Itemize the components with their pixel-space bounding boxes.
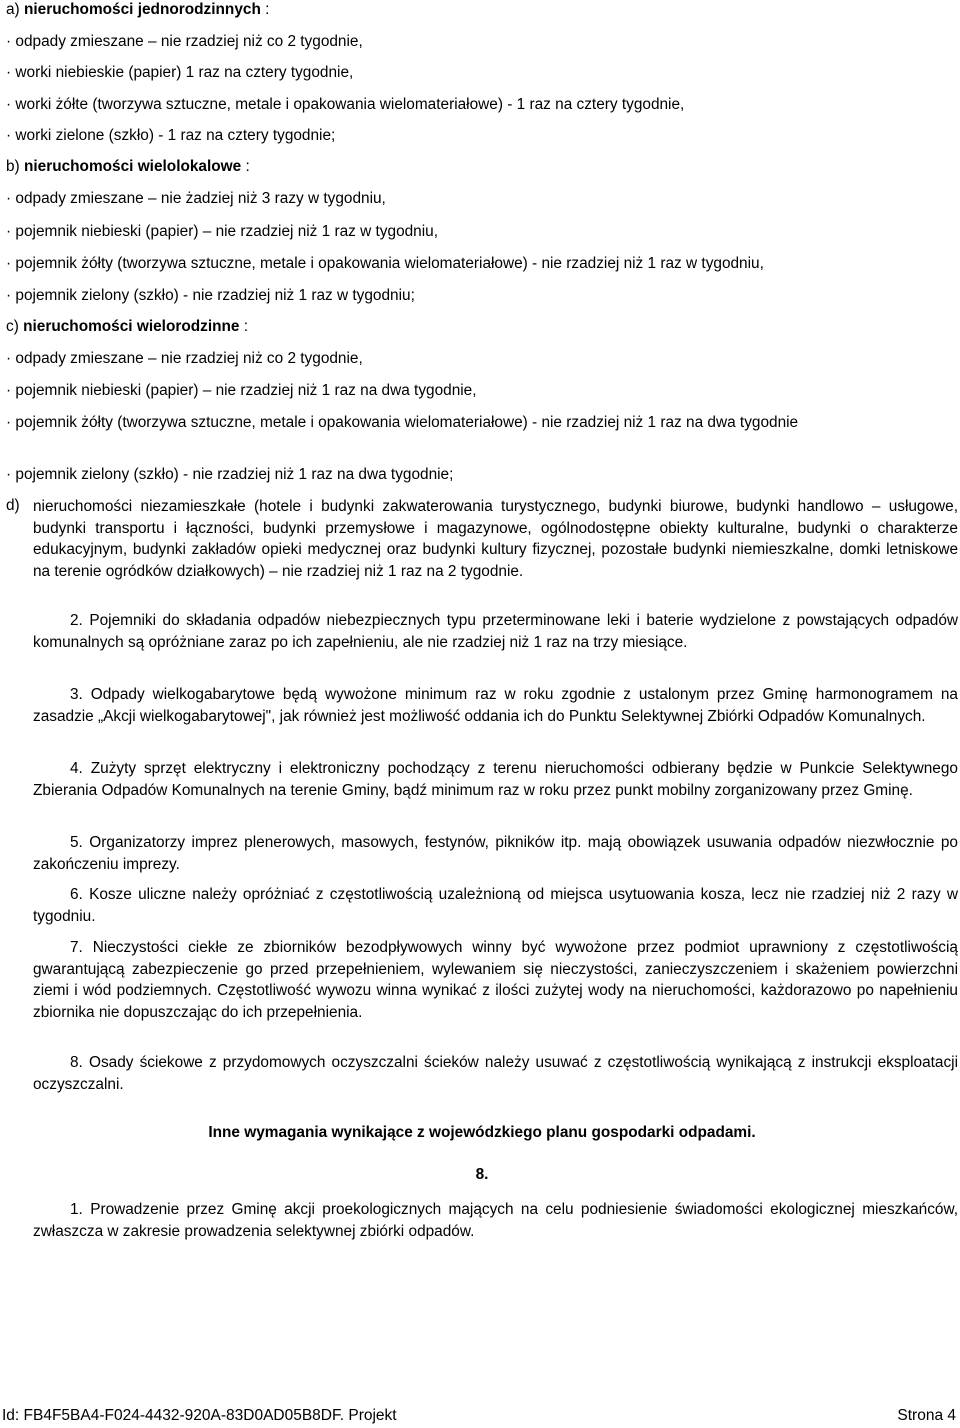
paragraph-number: 5. — [70, 834, 83, 851]
numbered-paragraph — [33, 832, 958, 875]
list-item: · pojemnik zielony (szkło) - nie rzadziej niż 1 raz w tygodniu; — [6, 287, 415, 304]
section-number: 8. — [475, 1166, 489, 1183]
numbered-paragraph — [33, 937, 958, 1023]
section-suffix: : — [239, 318, 249, 335]
paragraph-number: 6. — [70, 886, 83, 903]
section-suffix: : — [241, 158, 250, 175]
list-item: · odpady zmieszane – nie rzadziej niż co 2 tygodnie, — [6, 350, 363, 367]
section-c-heading — [6, 317, 958, 337]
paragraph-text: Pojemniki do składania odpadów niebezpiecznych typu przeterminowane leki i baterie wydzielone z powstających odpadów komunalnych są opróżniane zaraz po ich zapełnieniu, ale nie rzadziej niż 1 raz na trzy miesiące. — [33, 612, 958, 651]
numbered-paragraph — [33, 884, 958, 927]
section-b-heading — [6, 157, 958, 177]
list-item: · worki żółte (tworzywa sztuczne, metale i opakowania wielomateriałowe) - 1 raz na cztery tygodnie, — [6, 96, 685, 113]
list-item: · pojemnik zielony (szkło) - nie rzadziej niż 1 raz na dwa tygodnie; — [6, 466, 454, 483]
section-suffix: : — [260, 1, 270, 18]
paragraph-text: Organizatorzy imprez plenerowych, masowych, festynów, pikników itp. mają obowiązek usuwania odpadów niezwłocznie po zakończeniu imprezy. — [33, 834, 958, 873]
paragraph-number: 2. — [70, 612, 83, 629]
section-d-label: d) — [6, 497, 20, 514]
paragraph-text: Kosze uliczne należy opróżniać z częstotliwością uzależnioną od miejsca usytuowania kosza, lecz nie rzadziej niż 2 razy w tygodniu. — [33, 886, 958, 925]
paragraph-text: Nieczystości ciekłe ze zbiorników bezodpływowych winny być wywożone przez podmiot uprawniony z częstotliwością gwarantującą zabezpieczenie go przed przepełnieniem, wylewaniem się nieczystości, zanieczyszczeniem i skażeniem powierzchni ziemi i wód podziemnych. Częstotliwość wywozu winna wynikać z ilości zużytej wody na nieruchomości, każdorazowo po napełnieniu zbiornika nie dopuszczając do ich przepełnienia. — [33, 939, 958, 1021]
numbered-paragraph — [33, 684, 958, 727]
page-number: Strona 4 — [897, 1407, 956, 1424]
section-label: b) — [6, 158, 20, 175]
paragraph-number: 3. — [70, 686, 83, 703]
list-item: · pojemnik żółty (tworzywa sztuczne, metale i opakowania wielomateriałowe) - nie rzadziej niż 1 raz w tygodniu, — [6, 255, 764, 272]
paragraph-number: 1. — [70, 1201, 83, 1218]
section-label: c) — [6, 318, 19, 335]
section-a-heading — [6, 0, 958, 20]
list-item: · worki zielone (szkło) - 1 raz na cztery tygodnie; — [6, 127, 336, 144]
section-title: nieruchomości jednorodzinnych — [23, 1, 261, 18]
paragraph-text: Zużyty sprzęt elektryczny i elektroniczny pochodzący z terenu nieruchomości odbierany będzie w Punkcie Selektywnego Zbierania Odpadów Komunalnych na terenie Gminy, bądź minimum raz w roku przez punkt mobilny zorganizowany przez Gminę. — [33, 760, 958, 799]
numbered-paragraph — [33, 610, 958, 653]
list-item: · worki niebieskie (papier) 1 raz na cztery tygodnie, — [6, 64, 354, 81]
paragraph-number: 7. — [70, 939, 83, 956]
paragraph-number: 8. — [70, 1054, 83, 1071]
document-id: Id: FB4F5BA4-F024-4432-920A-83D0AD05B8DF. Projekt — [2, 1407, 397, 1424]
numbered-paragraph — [33, 1052, 958, 1095]
section-heading: Inne wymagania wynikające z wojewódzkiego planu gospodarki odpadami. — [208, 1124, 756, 1141]
section-title: nieruchomości wielorodzinne — [23, 318, 240, 335]
list-item: · odpady zmieszane – nie żadziej niż 3 razy w tygodniu, — [6, 190, 386, 207]
section-title: nieruchomości wielolokalowe — [23, 158, 242, 175]
list-item: · odpady zmieszane – nie rzadziej niż co 2 tygodnie, — [6, 33, 363, 50]
paragraph-number: 4. — [70, 760, 83, 777]
section-d-text: nieruchomości niezamieszkałe (hotele i budynki zakwaterowania turystycznego, budynki biurowe, budynki handlowo – usługowe, budynki transportu i łączności, budynki przemysłowe i magazynowe, ogólnodostępne obiekty kulturalne, budynki o charakterze edukacyjnym, budynki zakładów opieki medycznej oraz budynki kultury fizycznej, pozostałe budynki niemieszkalne, domki letniskowe na terenie ogródków działkowych) – nie rzadziej niż 1 raz na 2 tygodnie. — [33, 498, 958, 580]
paragraph-text: Osady ściekowe z przydomowych oczyszczalni ścieków należy usuwać z częstotliwością wynikającą z instrukcji eksploatacji oczyszczalni. — [33, 1054, 958, 1093]
numbered-paragraph — [33, 758, 958, 801]
section-label: a) — [6, 1, 20, 18]
list-item: · pojemnik niebieski (papier) – nie rzadziej niż 1 raz na dwa tygodnie, — [6, 382, 477, 399]
paragraph-text: Odpady wielkogabarytowe będą wywożone minimum raz w roku zgodnie z ustalonym przez Gminę harmonogramem na zasadzie „Akcji wielkogabarytowej", jak również jest możliwość oddania ich do Punktu Selektywnej Zbiórki Odpadów Komunalnych. — [33, 686, 958, 725]
list-item: · pojemnik niebieski (papier) – nie rzadziej niż 1 raz w tygodniu, — [6, 223, 438, 240]
numbered-paragraph — [33, 1199, 958, 1242]
paragraph-text: Prowadzenie przez Gminę akcji proekologicznych mających na celu podniesienie świadomości ekologicznej mieszkańców, zwłaszcza w zakresie prowadzenia selektywnej zbiórki odpadów. — [33, 1201, 958, 1240]
list-item: · pojemnik żółty (tworzywa sztuczne, metale i opakowania wielomateriałowe) - nie rzadziej niż 1 raz na dwa tygodnie — [6, 414, 799, 431]
